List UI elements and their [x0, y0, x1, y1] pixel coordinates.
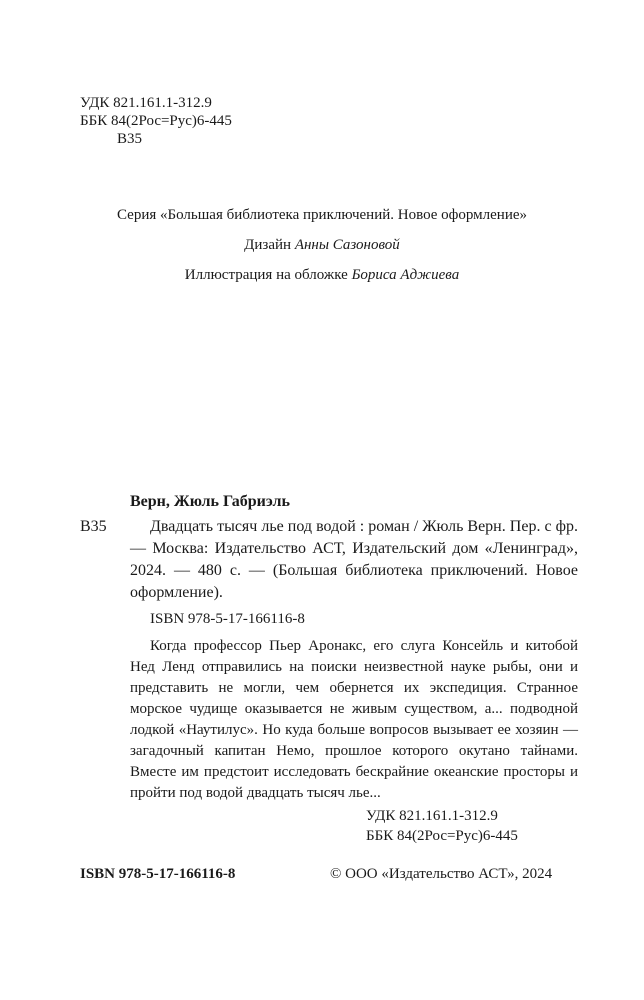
author-mark: В35	[80, 518, 107, 535]
illustration-credit	[0, 265, 644, 285]
illustrator-name: Бориса Аджиева	[351, 267, 460, 283]
copyright: © ООО «Издательство АСТ», 2024	[330, 866, 553, 882]
illustration-prefix: Иллюстрация на обложке	[184, 267, 352, 283]
author-heading: Верн, Жюль Габриэль	[130, 493, 290, 510]
design-credit	[0, 235, 644, 255]
annotation	[130, 636, 578, 804]
series-line: Серия «Большая библиотека приключений. Новое оформление»	[116, 207, 528, 223]
annotation-text: Когда профессор Пьер Аронакс, его слуга Консейль и китобой Нед Ленд отправились на поиски неизвестной науке рыбы, они и представить не могли, чем обернется их экспедиция. Странное морское чудище оказывается не живым существом, а... подводной лодкой «Наутилус». Но куда больше вопросов вызывает ее хозяин — загадочный капитан Немо, прошлое которого окутано тайнами. Вместе им предстоит исследовать бескрайние океанские просторы и пройти под водой двадцать тысяч лье...	[130, 638, 578, 801]
bbk-record: ББК 84(2Рос=Рус)6-445	[366, 828, 518, 844]
bbk-top: ББК 84(2Рос=Рус)6-445	[80, 113, 232, 129]
design-prefix: Дизайн	[244, 237, 295, 253]
udk-top: УДК 821.161.1-312.9	[80, 95, 212, 111]
isbn-record: ISBN 978-5-17-166116-8	[150, 611, 305, 627]
description-text: Двадцать тысяч лье под водой : роман / Жюль Верн. Пер. с фр. — Москва: Издательство АСТ, Издательский дом «Ленинград», 2024. — 480 с. — (Большая библиотека приключений. Новое оформление).	[130, 518, 578, 601]
isbn-footer: ISBN 978-5-17-166116-8	[80, 866, 236, 882]
author-mark-top: В35	[117, 131, 143, 147]
bibliographic-description	[130, 516, 578, 604]
udk-record: УДК 821.161.1-312.9	[366, 808, 498, 824]
designer-name: Анны Сазоновой	[294, 237, 400, 253]
